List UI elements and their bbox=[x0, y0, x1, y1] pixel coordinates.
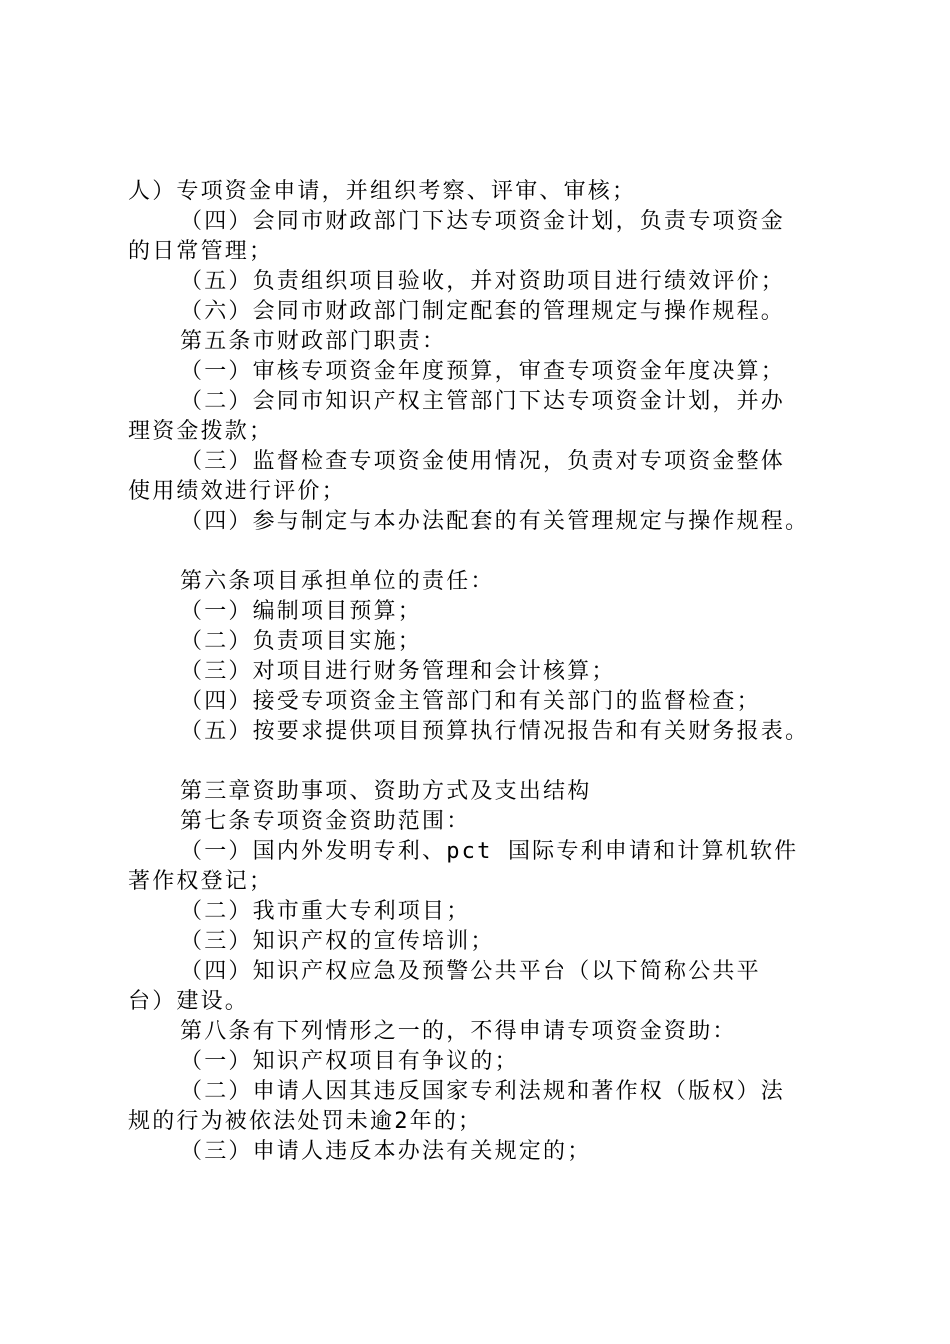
text-line: （四）会同市财政部门下达专项资金计划，负责专项资金 bbox=[180, 209, 786, 234]
text-line: 人）专项资金申请，并组织考察、评审、审核； bbox=[128, 179, 637, 204]
text-line: （一）国内外发明专利、pct 国际专利申请和计算机软件 bbox=[180, 839, 799, 864]
blank-line bbox=[128, 537, 840, 567]
text-line: 台）建设。 bbox=[128, 989, 250, 1014]
text-line: （六）会同市财政部门制定配套的管理规定与操作规程。 bbox=[180, 299, 786, 324]
text-line: （三）申请人违反本办法有关规定的； bbox=[180, 1139, 592, 1164]
text-line: （二）我市重大专利项目； bbox=[180, 899, 471, 924]
chapter-heading: 第三章资助事项、资助方式及支出结构 bbox=[180, 779, 592, 804]
text-line: （四）参与制定与本办法配套的有关管理规定与操作规程。 bbox=[180, 509, 810, 534]
text-line: （四）接受专项资金主管部门和有关部门的监督检查； bbox=[180, 689, 761, 714]
text-line: 著作权登记； bbox=[128, 869, 274, 894]
text-line: （三）对项目进行财务管理和会计核算； bbox=[180, 659, 616, 684]
text-line: （五）负责组织项目验收，并对资助项目进行绩效评价； bbox=[180, 269, 786, 294]
text-line: 规的行为被依法处罚未逾2年的； bbox=[128, 1109, 483, 1134]
article-heading: 第八条有下列情形之一的，不得申请专项资金资助： bbox=[180, 1019, 737, 1044]
blank-line bbox=[128, 747, 840, 777]
text-line: （二）负责项目实施； bbox=[180, 629, 423, 654]
text-line: 的日常管理； bbox=[128, 239, 274, 264]
article-heading: 第六条项目承担单位的责任： bbox=[180, 569, 495, 594]
text-line: 理资金拨款； bbox=[128, 419, 274, 444]
text-line: （三）知识产权的宣传培训； bbox=[180, 929, 495, 954]
text-line: （四）知识产权应急及预警公共平台（以下简称公共平 bbox=[180, 959, 761, 984]
text-line: （五）按要求提供项目预算执行情况报告和有关财务报表。 bbox=[180, 719, 810, 744]
text-line: （一）知识产权项目有争议的； bbox=[180, 1049, 519, 1074]
article-heading: 第五条市财政部门职责： bbox=[180, 329, 447, 354]
text-line: （二）申请人因其违反国家专利法规和著作权（版权）法 bbox=[180, 1079, 786, 1104]
text-line: （二）会同市知识产权主管部门下达专项资金计划，并办 bbox=[180, 389, 786, 414]
text-line: （三）监督检查专项资金使用情况，负责对专项资金整体 bbox=[180, 449, 786, 474]
document-body bbox=[128, 177, 840, 1167]
text-line: 使用绩效进行评价； bbox=[128, 479, 346, 504]
article-heading: 第七条专项资金资助范围： bbox=[180, 809, 471, 834]
text-line: （一）编制项目预算； bbox=[180, 599, 423, 624]
text-line: （一）审核专项资金年度预算，审查专项资金年度决算； bbox=[180, 359, 786, 384]
